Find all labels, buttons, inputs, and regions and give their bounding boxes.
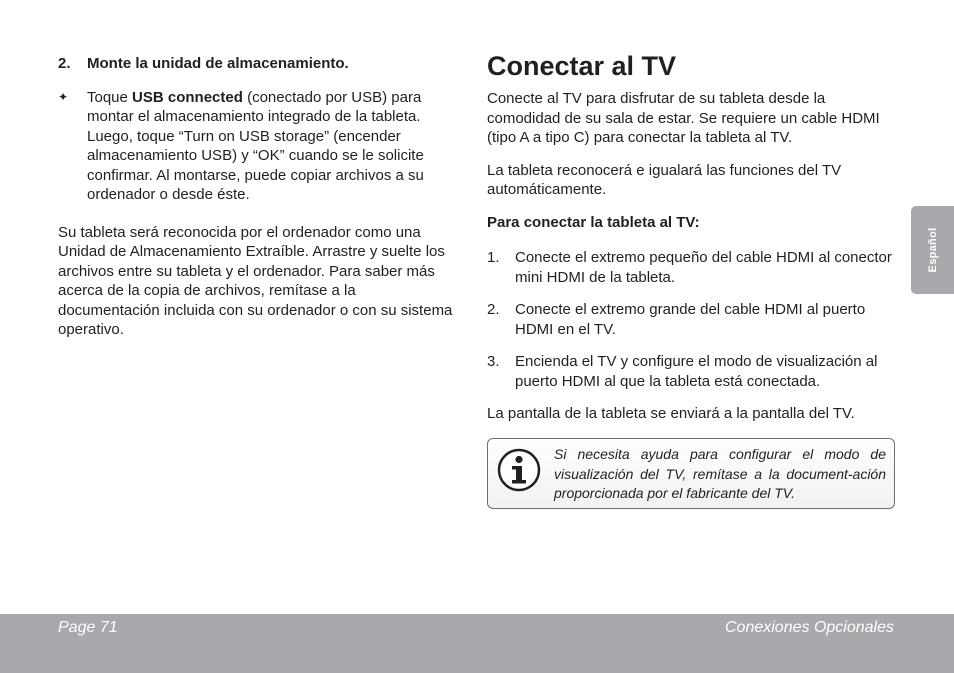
left-paragraph: Su tableta será reconocida por el ordenador como una Unidad de Almacenamiento Extraíble. Arrastre y suelte los archivos entre su tableta y el ordenador. Para saber más acerca de la copia de archivos, remítase a la documentación incluida con su ordenador o con su sistema operativo. xyxy=(58,223,453,338)
step-num: 1. xyxy=(487,249,500,266)
step-text: Conecte el extremo grande del cable HDMI al puerto HDMI en el TV. xyxy=(515,301,866,338)
bullet-post: (conectado por USB) para montar el almacenamiento integrado de la tableta. Luego, toque “Turn on USB storage” (encender almacenamiento USB) y “OK” cuando se le solicite confirmar. Al montarse, puede copiar archivos a su ordenador o desde éste. xyxy=(87,88,424,203)
recognize-paragraph: La tableta reconocerá e igualará las funciones del TV automáticamente. xyxy=(487,161,842,198)
bullet-pre: Toque xyxy=(87,88,133,106)
page-title: Conectar al TV xyxy=(487,51,677,81)
star-bullet-icon: ✦ xyxy=(58,89,69,104)
bullet-text xyxy=(87,88,458,205)
right-column xyxy=(487,50,897,424)
note-text: Si necesita ayuda para configurar el modo de visualización del TV, remítase a la document-ación proporcionada por el fabricante del TV. xyxy=(554,446,886,501)
list-item xyxy=(487,248,897,287)
info-icon xyxy=(497,448,541,492)
bullet-bold: USB connected xyxy=(132,88,243,106)
steps-subheading: Para conectar la tableta al TV: xyxy=(487,213,700,231)
language-tab-label: Español xyxy=(926,227,939,273)
info-note-box xyxy=(487,438,895,509)
step-heading xyxy=(58,54,458,74)
steps-list xyxy=(487,248,897,391)
closing-paragraph: La pantalla de la tableta se enviará a la pantalla del TV. xyxy=(487,405,855,422)
list-item xyxy=(487,352,897,391)
page-number: Page 71 xyxy=(58,619,118,636)
bullet-item xyxy=(58,88,458,205)
left-column xyxy=(58,54,458,340)
step-number: 2. xyxy=(58,55,71,72)
intro-paragraph: Conecte al TV para disfrutar de su tableta desde la comodidad de su sala de estar. Se requiere un cable HDMI (tipo A a tipo C) para conectar la tableta al TV. xyxy=(487,90,880,146)
language-side-tab xyxy=(911,206,954,294)
step-text: Conecte el extremo pequeño del cable HDMI al conector mini HDMI de la tableta. xyxy=(515,249,892,286)
step-num: 3. xyxy=(487,353,500,370)
step-text: Encienda el TV y configure el modo de visualización al puerto HDMI al que la tableta está conectada. xyxy=(515,353,878,390)
step-num: 2. xyxy=(487,301,500,318)
footer-bar xyxy=(0,614,954,673)
step-title: Monte la unidad de almacenamiento. xyxy=(87,55,349,72)
section-name: Conexiones Opcionales xyxy=(725,619,894,636)
list-item xyxy=(487,300,897,339)
